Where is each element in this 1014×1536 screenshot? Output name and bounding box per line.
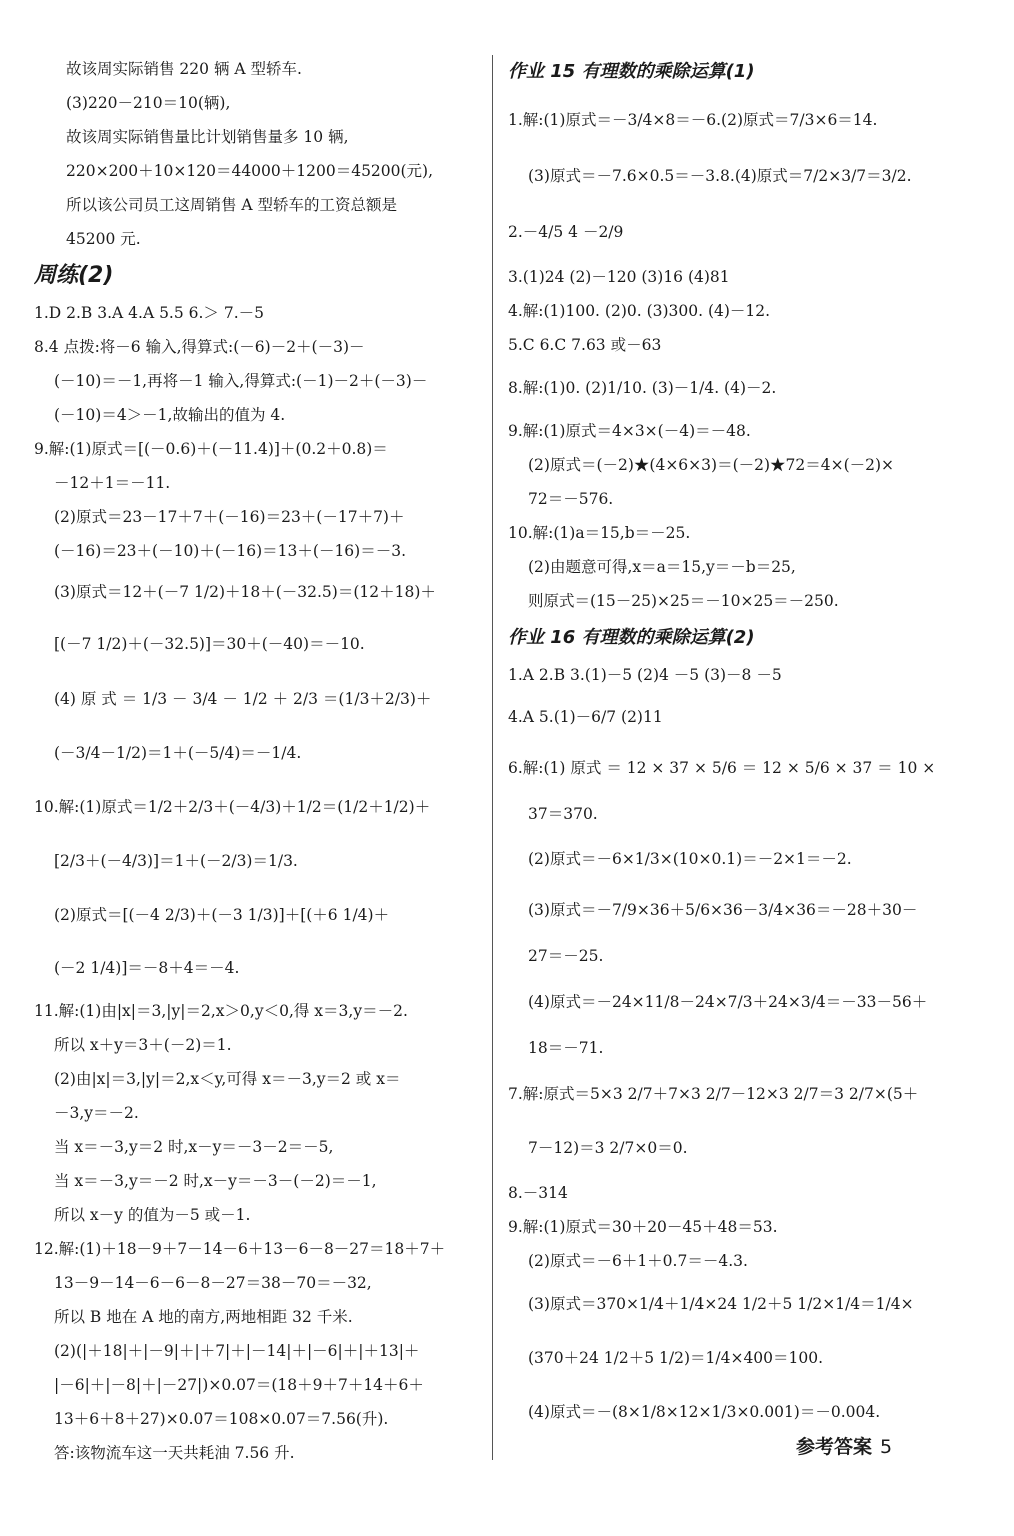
answer-line: 8.－314 bbox=[508, 1184, 568, 1202]
answer-line: (2)原式＝－6＋1＋0.7＝－4.3. bbox=[528, 1252, 748, 1270]
answer-line: 1.A 2.B 3.(1)－5 (2)4 －5 (3)－8 －5 bbox=[508, 666, 782, 684]
answer-line: (－2 1/4)]＝－8＋4＝－4. bbox=[54, 959, 240, 977]
answer-line: 4.A 5.(1)－6/7 (2)11 bbox=[508, 708, 663, 726]
answer-line: 12.解:(1)＋18－9＋7－14－6＋13－6－8－27＝18＋7＋ bbox=[34, 1240, 446, 1258]
answer-line: 9.解:(1)原式＝4×3×(－4)＝－48. bbox=[508, 422, 751, 440]
answer-line: 则原式＝(15－25)×25＝－10×25＝－250. bbox=[528, 592, 839, 610]
answer-line: 13＋6＋8＋27)×0.07＝108×0.07＝7.56(升). bbox=[54, 1410, 389, 1428]
answer-line: 所以 x－y 的值为－5 或－1. bbox=[54, 1206, 251, 1224]
answer-line: (2)由|x|＝3,|y|＝2,x＜y,可得 x＝－3,y＝2 或 x＝ bbox=[54, 1070, 401, 1088]
answer-line: (3)原式＝12＋(－7 1/2)＋18＋(－32.5)＝(12＋18)＋ bbox=[54, 583, 436, 601]
section-heading-homework-16: 作业 16 有理数的乘除运算(2) bbox=[508, 627, 755, 648]
answer-line: －12＋1＝－11. bbox=[54, 474, 171, 492]
answer-line: 10.解:(1)a＝15,b＝－25. bbox=[508, 524, 691, 542]
page-number: 5 bbox=[880, 1436, 893, 1458]
answer-line: 6.解:(1) 原式 ＝ 12 × 37 × 5/6 ＝ 12 × 5/6 × 37 ＝ 10 × bbox=[508, 759, 936, 777]
answer-line: (4)原式＝－24×11/8－24×7/3＋24×3/4＝－33－56＋ bbox=[528, 993, 928, 1011]
answer-line: 10.解:(1)原式＝1/2＋2/3＋(－4/3)＋1/2＝(1/2＋1/2)＋ bbox=[34, 798, 431, 816]
answer-line: 18＝－71. bbox=[528, 1039, 604, 1057]
answer-line: 答:该物流车这一天共耗油 7.56 升. bbox=[54, 1444, 295, 1462]
answer-line: 37＝370. bbox=[528, 805, 598, 823]
answer-line: 3.(1)24 (2)－120 (3)16 (4)81 bbox=[508, 268, 730, 286]
answer-line: 27＝－25. bbox=[528, 947, 604, 965]
answer-line: 7－12)＝3 2/7×0＝0. bbox=[528, 1139, 688, 1157]
right-column bbox=[508, 52, 980, 1438]
answer-line: (－16)＝23＋(－10)＋(－16)＝13＋(－16)＝－3. bbox=[54, 542, 407, 560]
answer-line: 当 x＝－3,y＝2 时,x－y＝－3－2＝－5, bbox=[54, 1138, 334, 1156]
section-heading-weekly-practice-2: 周练(2) bbox=[34, 263, 114, 288]
answer-line: (3)原式＝370×1/4＋1/4×24 1/2＋5 1/2×1/4＝1/4× bbox=[528, 1295, 914, 1313]
answer-line: (2)原式＝[(－4 2/3)＋(－3 1/3)]＋[(＋6 1/4)＋ bbox=[54, 906, 390, 924]
answer-line: (370＋24 1/2＋5 1/2)＝1/4×400＝100. bbox=[528, 1349, 824, 1367]
answer-line: (4) 原 式 ＝ 1/3 － 3/4 － 1/2 ＋ 2/3 ＝(1/3＋2/3)＋ bbox=[54, 690, 432, 708]
answer-line: 2.－4/5 4 －2/9 bbox=[508, 223, 624, 241]
column-divider bbox=[492, 55, 493, 1460]
answer-line: 7.解:原式＝5×3 2/7＋7×3 2/7－12×3 2/7＝3 2/7×(5＋ bbox=[508, 1085, 919, 1103]
answer-line: (－10)＝－1,再将－1 输入,得算式:(－1)－2＋(－3)－ bbox=[54, 372, 428, 390]
answer-line: [(－7 1/2)＋(－32.5)]＝30＋(－40)＝－10. bbox=[54, 635, 365, 653]
answer-line: 故该周实际销售量比计划销售量多 10 辆, bbox=[66, 128, 349, 146]
answer-line: 所以 x＋y＝3＋(－2)＝1. bbox=[54, 1036, 232, 1054]
answer-line: 11.解:(1)由|x|＝3,|y|＝2,x＞0,y＜0,得 x＝3,y＝－2. bbox=[34, 1002, 408, 1020]
answer-line: (3)原式＝－7/9×36＋5/6×36－3/4×36＝－28＋30－ bbox=[528, 901, 918, 919]
answer-line: 8.解:(1)0. (2)1/10. (3)－1/4. (4)－2. bbox=[508, 379, 777, 397]
answer-line: (－10)＝4＞－1,故输出的值为 4. bbox=[54, 406, 286, 424]
answer-line: (2)原式＝－6×1/3×(10×0.1)＝－2×1＝－2. bbox=[528, 850, 852, 868]
left-column bbox=[34, 52, 484, 1470]
answer-line: 13－9－14－6－6－8－27＝38－70＝－32, bbox=[54, 1274, 372, 1292]
answer-line: 72＝－576. bbox=[528, 490, 614, 508]
page-footer bbox=[796, 1432, 926, 1462]
answer-line: 45200 元. bbox=[66, 230, 141, 248]
answer-line: (2)由题意可得,x＝a＝15,y＝－b＝25, bbox=[528, 558, 796, 576]
answer-line: (3)220－210＝10(辆), bbox=[66, 94, 231, 112]
answer-line: [2/3＋(－4/3)]＝1＋(－2/3)＝1/3. bbox=[54, 852, 298, 870]
answer-line: |－6|＋|－8|＋|－27|)×0.07＝(18＋9＋7＋14＋6＋ bbox=[54, 1376, 424, 1394]
answer-line: －3,y＝－2. bbox=[54, 1104, 139, 1122]
answer-line: 8.4 点拨:将－6 输入,得算式:(－6)－2＋(－3)－ bbox=[34, 338, 365, 356]
section-heading-homework-15: 作业 15 有理数的乘除运算(1) bbox=[508, 61, 755, 82]
answer-line: (2)原式＝(－2)★(4×6×3)＝(－2)★72＝4×(－2)× bbox=[528, 456, 895, 474]
homework-15-answers bbox=[508, 92, 980, 618]
answer-line: 220×200＋10×120＝44000＋1200＝45200(元), bbox=[66, 162, 434, 180]
homework-16-answers bbox=[508, 658, 980, 1438]
answer-line: (2)(|＋18|＋|－9|＋|＋7|＋|－14|＋|－6|＋|＋13|＋ bbox=[54, 1342, 420, 1360]
answer-line: 所以 B 地在 A 地的南方,两地相距 32 千米. bbox=[54, 1308, 353, 1326]
answer-line: 当 x＝－3,y＝－2 时,x－y＝－3－(－2)＝－1, bbox=[54, 1172, 377, 1190]
left-text-block bbox=[34, 52, 484, 256]
answer-line: 所以该公司员工这周销售 A 型轿车的工资总额是 bbox=[66, 196, 398, 214]
answer-line: 1.解:(1)原式＝－3/4×8＝－6.(2)原式＝7/3×6＝14. bbox=[508, 111, 878, 129]
footer-label: 参考答案 bbox=[796, 1436, 873, 1458]
answer-line: 9.解:(1)原式＝[(－0.6)＋(－11.4)]＋(0.2＋0.8)＝ bbox=[34, 440, 388, 458]
answer-line: 故该周实际销售 220 辆 A 型轿车. bbox=[66, 60, 302, 78]
weekly-practice-answers bbox=[34, 296, 484, 1470]
answer-line: 4.解:(1)100. (2)0. (3)300. (4)－12. bbox=[508, 302, 771, 320]
answer-line: (4)原式＝－(8×1/8×12×1/3×0.001)＝－0.004. bbox=[528, 1403, 881, 1421]
answer-line: 1.D 2.B 3.A 4.A 5.5 6.＞ 7.－5 bbox=[34, 304, 265, 322]
answer-line: 9.解:(1)原式＝30＋20－45＋48＝53. bbox=[508, 1218, 778, 1236]
answer-line: (3)原式＝－7.6×0.5＝－3.8.(4)原式＝7/2×3/7＝3/2. bbox=[528, 167, 912, 185]
answer-line: 5.C 6.C 7.63 或－63 bbox=[508, 336, 662, 354]
answer-line: (－3/4－1/2)＝1＋(－5/4)＝－1/4. bbox=[54, 744, 302, 762]
answer-line: (2)原式＝23－17＋7＋(－16)＝23＋(－17＋7)＋ bbox=[54, 508, 405, 526]
